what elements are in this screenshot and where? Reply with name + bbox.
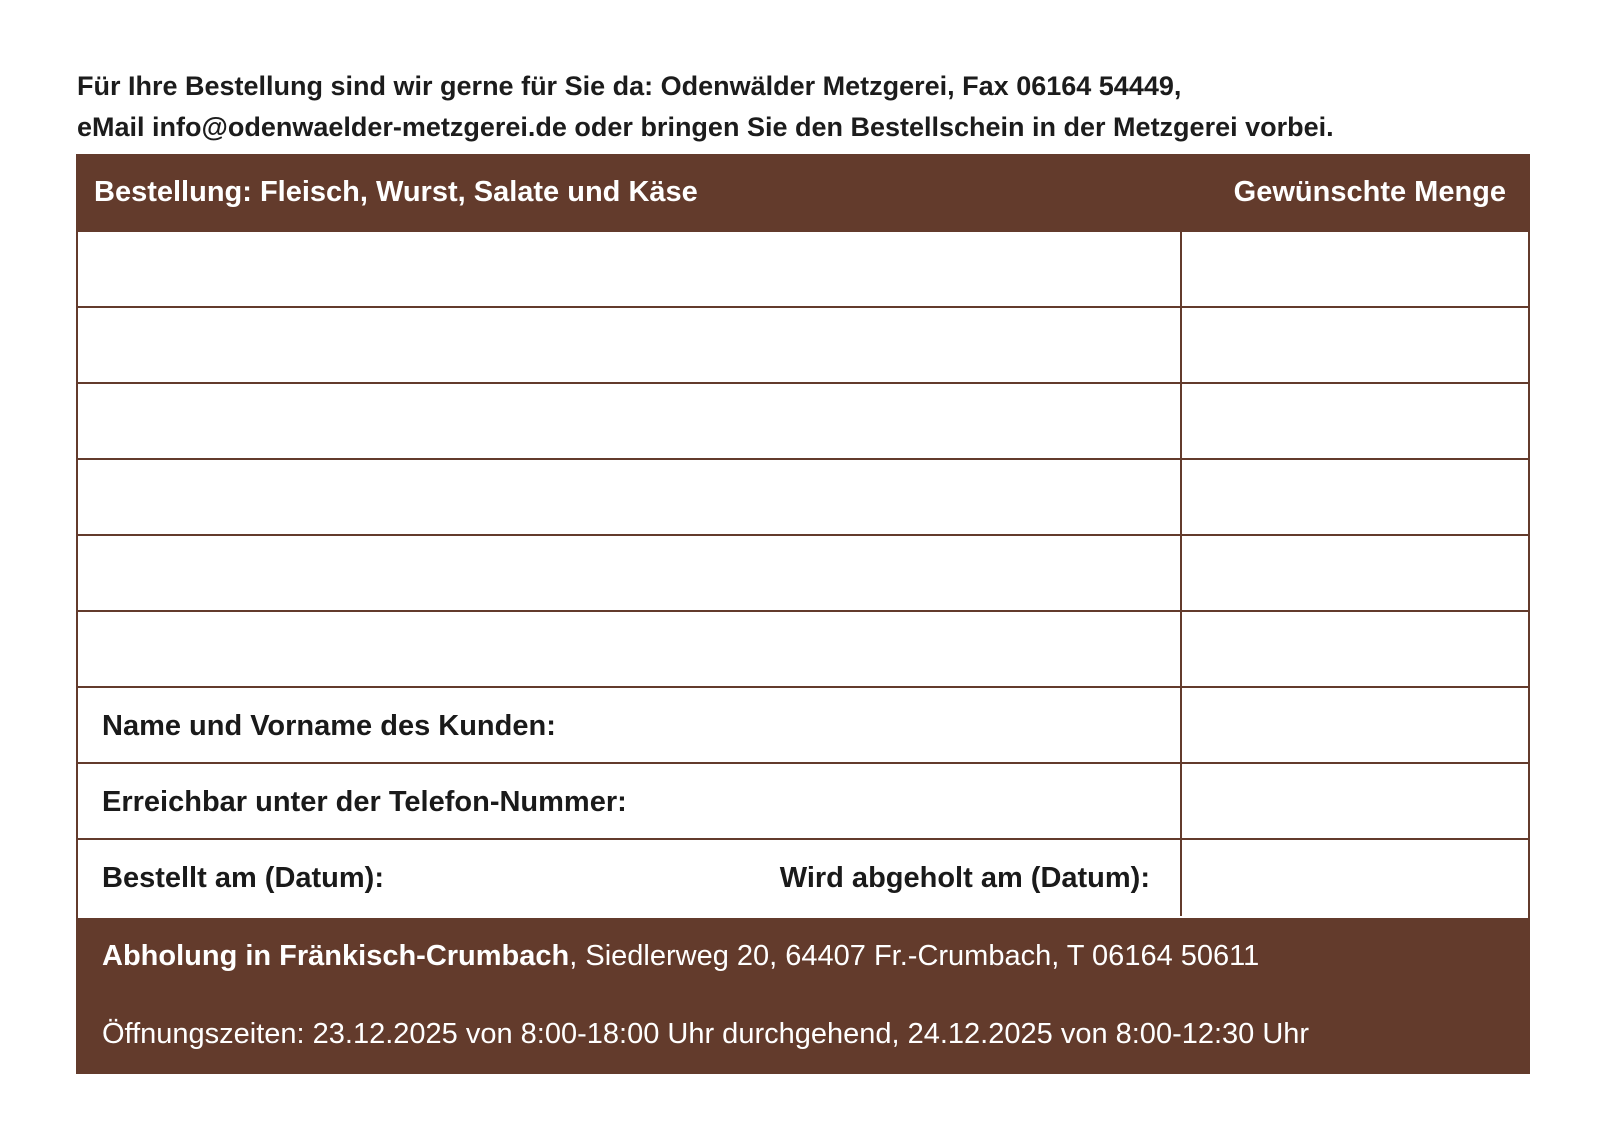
date-row	[78, 840, 1528, 916]
order-item-row-6	[78, 612, 1528, 688]
item-quantity-field[interactable]	[1182, 308, 1528, 382]
phone-label: Erreichbar unter der Telefon-Nummer:	[102, 786, 627, 818]
intro-line-2: eMail info@odenwaelder-metzgerei.de oder bringen Sie den Bestellschein in der Metzgerei vorbei.	[77, 112, 1334, 142]
date-fields[interactable]	[78, 840, 1182, 916]
pickup-info-footer	[78, 918, 1528, 1072]
customer-name-field[interactable]	[78, 688, 1182, 762]
item-description-field[interactable]	[78, 536, 1182, 610]
item-quantity-field[interactable]	[1182, 460, 1528, 534]
pickup-date-field[interactable]	[1182, 840, 1528, 916]
item-description-field[interactable]	[78, 612, 1182, 686]
item-quantity-field[interactable]	[1182, 536, 1528, 610]
phone-row	[78, 764, 1528, 840]
item-quantity-field[interactable]	[1182, 612, 1528, 686]
order-form-header	[78, 156, 1528, 232]
item-description-field[interactable]	[78, 460, 1182, 534]
order-item-row-2	[78, 308, 1528, 384]
ordered-date-label: Bestellt am (Datum):	[102, 862, 384, 894]
customer-name-extra-field[interactable]	[1182, 688, 1528, 762]
pickup-date-label: Wird abgeholt am (Datum):	[779, 862, 1150, 894]
pickup-address	[102, 940, 1259, 973]
item-description-field[interactable]	[78, 308, 1182, 382]
order-item-row-5	[78, 536, 1528, 612]
item-quantity-field[interactable]	[1182, 384, 1528, 458]
header-quantity: Gewünschte Menge	[1233, 176, 1506, 208]
customer-name-label: Name und Vorname des Kunden:	[102, 710, 556, 742]
item-quantity-field[interactable]	[1182, 232, 1528, 306]
header-order-items: Bestellung: Fleisch, Wurst, Salate und Käse	[94, 176, 698, 208]
item-description-field[interactable]	[78, 384, 1182, 458]
order-rows	[78, 232, 1528, 916]
intro-line-1: Für Ihre Bestellung sind wir gerne für Sie da: Odenwälder Metzgerei, Fax 06164 54449,	[77, 71, 1182, 101]
pickup-address-details: , Siedlerweg 20, 64407 Fr.-Crumbach, T 06164 50611	[569, 940, 1260, 972]
order-item-row-3	[78, 384, 1528, 460]
opening-hours: Öffnungszeiten: 23.12.2025 von 8:00-18:00 Uhr durchgehend, 24.12.2025 von 8:00-12:30 Uhr	[102, 1018, 1310, 1050]
phone-extra-field[interactable]	[1182, 764, 1528, 838]
pickup-location-name: Abholung in Fränkisch-Crumbach	[102, 940, 570, 972]
item-description-field[interactable]	[78, 232, 1182, 306]
order-item-row-4	[78, 460, 1528, 536]
order-item-row-1	[78, 232, 1528, 308]
order-form	[76, 154, 1530, 1074]
intro-text	[77, 66, 1537, 148]
phone-field[interactable]	[78, 764, 1182, 838]
customer-name-row	[78, 688, 1528, 764]
